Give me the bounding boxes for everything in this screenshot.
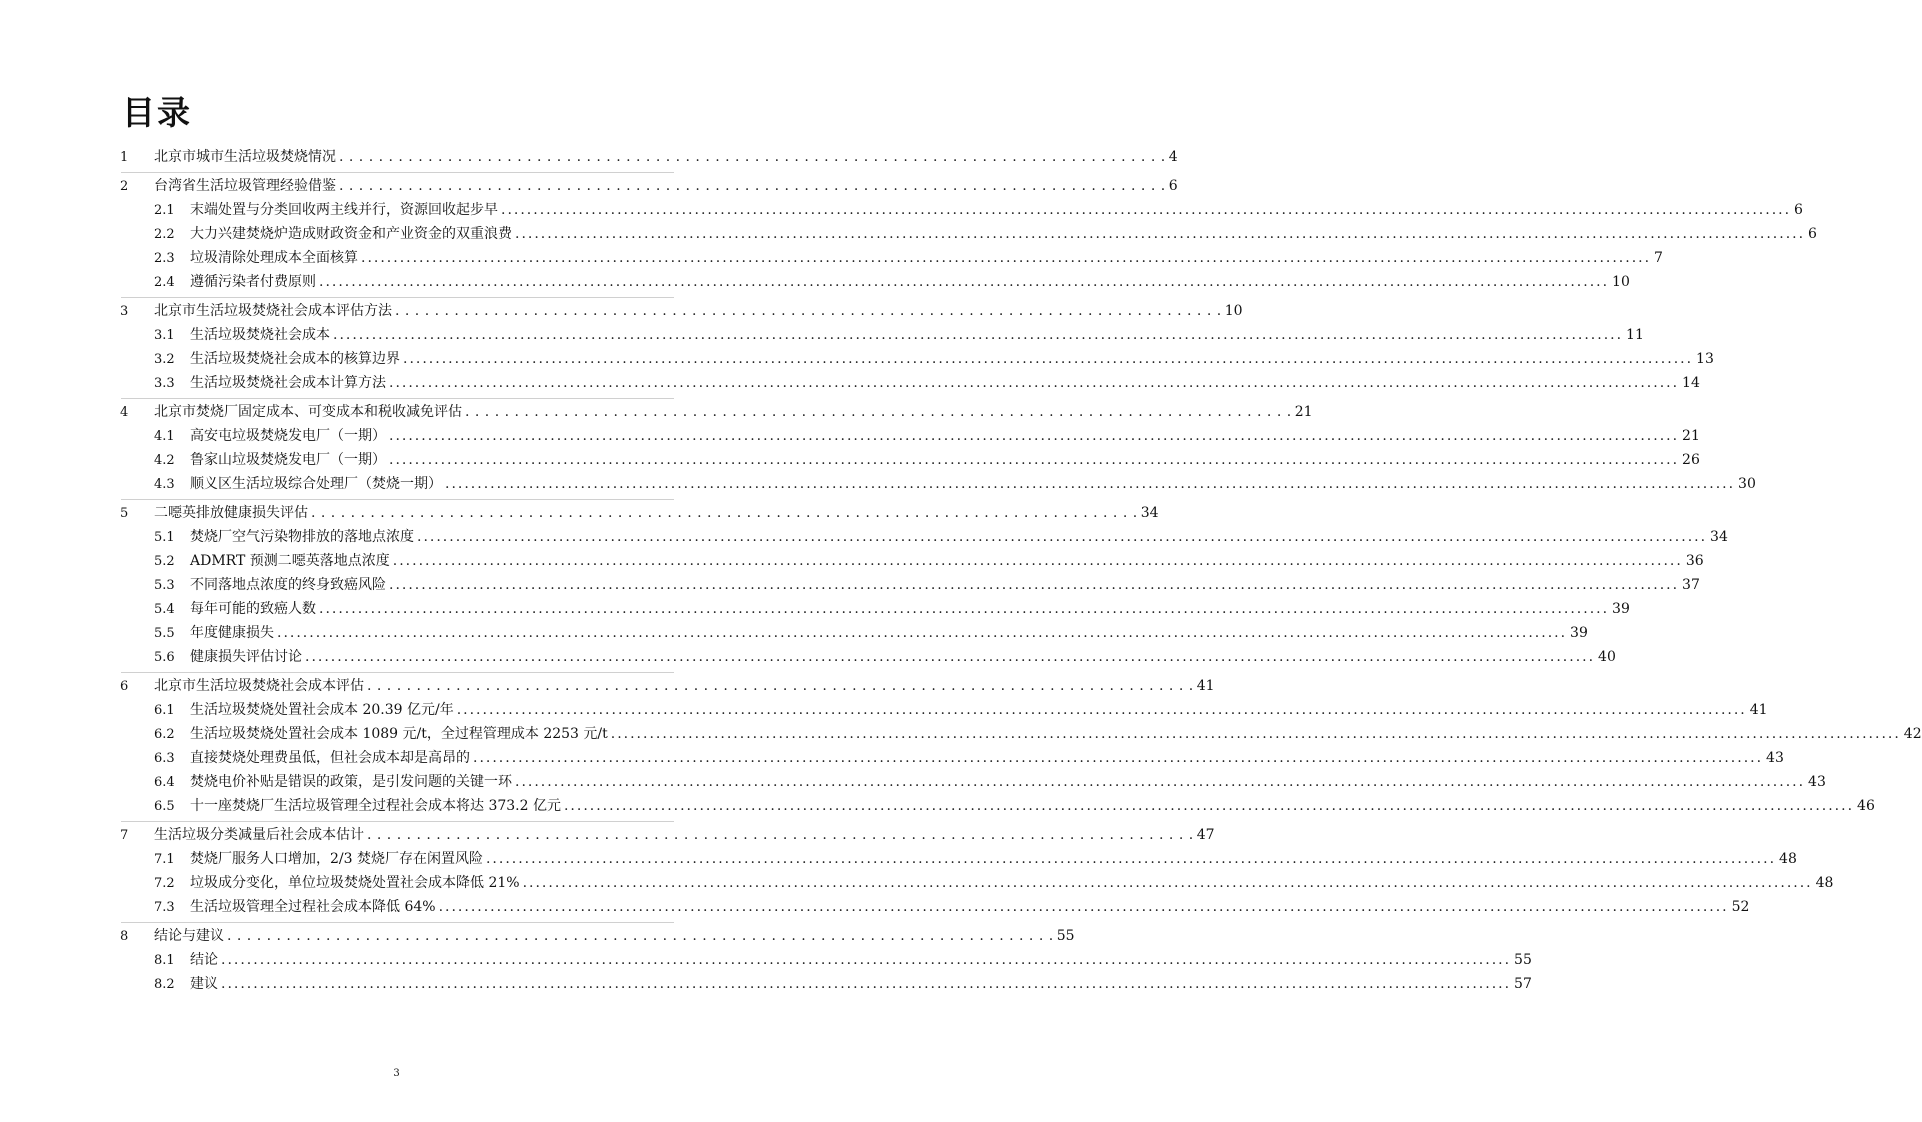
- entry-title: 不同落地点浓度的终身致癌风险: [190, 577, 386, 593]
- dot-leader: [417, 525, 1707, 549]
- section-divider: [121, 297, 674, 298]
- entry-number: 7.1: [154, 852, 175, 867]
- toc-section-entry[interactable]: [120, 501, 1159, 525]
- dot-leader: [439, 895, 1729, 919]
- toc-section-entry[interactable]: [120, 823, 1215, 847]
- dot-leader: [403, 347, 1693, 371]
- dot-leader: [339, 145, 1166, 169]
- toc-subsection-entry[interactable]: [120, 794, 1875, 818]
- entry-title: ADMRT 预测二噁英落地点浓度: [190, 553, 390, 569]
- section-divider: [121, 672, 674, 673]
- entry-page-number: 10: [1612, 274, 1630, 290]
- entry-title: 遵循污染者付费原则: [190, 274, 316, 290]
- dot-leader: [501, 198, 1791, 222]
- entry-title: 末端处置与分类回收两主线并行，资源回收起步早: [190, 202, 498, 218]
- toc-subsection-entry[interactable]: [120, 525, 1728, 549]
- entry-number: 5.2: [154, 554, 175, 569]
- toc-subsection-entry[interactable]: [120, 371, 1700, 395]
- entry-title: 生活垃圾焚烧社会成本的核算边界: [190, 351, 400, 367]
- entry-page-number: 37: [1682, 577, 1700, 593]
- dot-leader: [319, 597, 1609, 621]
- toc-subsection-entry[interactable]: [120, 597, 1630, 621]
- entry-number: 2: [120, 179, 129, 194]
- entry-number: 4: [120, 405, 129, 420]
- entry-number: 8.2: [154, 977, 175, 992]
- dot-leader: [564, 794, 1854, 818]
- entry-number: 7: [120, 828, 129, 843]
- entry-number: 6: [120, 679, 129, 694]
- entry-number: 4.3: [154, 477, 175, 492]
- entry-title: 焚烧厂空气污染物排放的落地点浓度: [190, 529, 414, 545]
- entry-number: 7.2: [154, 876, 175, 891]
- entry-page-number: 42: [1903, 726, 1922, 742]
- entry-page-number: 52: [1731, 899, 1750, 915]
- entry-number: 2.3: [154, 251, 175, 266]
- entry-page-number: 43: [1766, 750, 1784, 766]
- entry-title: 十一座焚烧厂生活垃圾管理全过程社会成本将达 373.2 亿元: [190, 798, 561, 814]
- dot-leader: [305, 645, 1595, 669]
- dot-leader: [339, 174, 1166, 198]
- toc-subsection-entry[interactable]: [120, 722, 1922, 746]
- toc-subsection-entry[interactable]: [120, 847, 1797, 871]
- dot-leader: [393, 549, 1683, 573]
- entry-title: 生活垃圾焚烧社会成本: [190, 327, 330, 343]
- toc-subsection-entry[interactable]: [120, 222, 1817, 246]
- toc-subsection-entry[interactable]: [120, 746, 1784, 770]
- entry-page-number: 41: [1196, 678, 1215, 694]
- section-divider: [121, 821, 674, 822]
- dot-leader: [389, 371, 1679, 395]
- toc-subsection-entry[interactable]: [120, 948, 1532, 972]
- section-divider: [121, 922, 674, 923]
- entry-number: 2.4: [154, 275, 175, 290]
- entry-page-number: 47: [1196, 827, 1215, 843]
- entry-number: 3: [120, 304, 129, 319]
- entry-page-number: 6: [1794, 202, 1803, 218]
- section-divider: [121, 398, 674, 399]
- toc-subsection-entry[interactable]: [120, 573, 1700, 597]
- toc-subsection-entry[interactable]: [120, 270, 1630, 294]
- entry-number: 6.3: [154, 751, 175, 766]
- entry-page-number: 30: [1738, 476, 1756, 492]
- toc-section-entry[interactable]: [120, 174, 1178, 198]
- entry-number: 6.5: [154, 799, 175, 814]
- entry-page-number: 55: [1056, 928, 1075, 944]
- dot-leader: [367, 674, 1194, 698]
- entry-title: 结论: [190, 952, 218, 968]
- dot-leader: [367, 823, 1194, 847]
- entry-page-number: 21: [1682, 428, 1700, 444]
- entry-number: 4.1: [154, 429, 175, 444]
- toc-section-entry[interactable]: [120, 400, 1313, 424]
- dot-leader: [473, 746, 1763, 770]
- dot-leader: [361, 246, 1651, 270]
- entry-title: 建议: [190, 976, 218, 992]
- dot-leader: [389, 448, 1679, 472]
- entry-page-number: 40: [1598, 649, 1616, 665]
- dot-leader: [486, 847, 1776, 871]
- entry-number: 4.2: [154, 453, 175, 468]
- entry-number: 1: [120, 150, 129, 165]
- entry-number: 6.4: [154, 775, 175, 790]
- toc-subsection-entry[interactable]: [120, 448, 1700, 472]
- toc-subsection-entry[interactable]: [120, 621, 1588, 645]
- page-number: 3: [393, 1068, 400, 1079]
- toc-subsection-entry[interactable]: [120, 645, 1616, 669]
- dot-leader: [395, 299, 1222, 323]
- toc-subsection-entry[interactable]: [120, 198, 1803, 222]
- toc-section-entry[interactable]: [120, 299, 1243, 323]
- entry-title: 生活垃圾焚烧处置社会成本 1089 元/t，全过程管理成本 2253 元/t: [190, 726, 608, 742]
- entry-page-number: 7: [1654, 250, 1663, 266]
- toc-subsection-entry[interactable]: [120, 972, 1532, 996]
- entry-title: 高安屯垃圾焚烧发电厂（一期）: [190, 428, 386, 444]
- entry-number: 7.3: [154, 900, 175, 915]
- entry-title: 二噁英排放健康损失评估: [154, 505, 308, 521]
- toc-section-entry[interactable]: [120, 674, 1215, 698]
- entry-number: 2.1: [154, 203, 175, 218]
- entry-number: 3.2: [154, 352, 175, 367]
- table-of-contents: [120, 145, 1922, 996]
- dot-leader: [221, 972, 1511, 996]
- entry-title: 北京市焚烧厂固定成本、可变成本和税收减免评估: [154, 404, 462, 420]
- entry-page-number: 11: [1626, 327, 1644, 343]
- entry-title: 生活垃圾焚烧社会成本计算方法: [190, 375, 386, 391]
- entry-title: 直接焚烧处理费虽低，但社会成本却是高昂的: [190, 750, 470, 766]
- toc-subsection-entry[interactable]: [120, 424, 1700, 448]
- entry-page-number: 46: [1857, 798, 1875, 814]
- dot-leader: [277, 621, 1567, 645]
- entry-page-number: 26: [1682, 452, 1700, 468]
- entry-number: 5.1: [154, 530, 175, 545]
- dot-leader: [465, 400, 1292, 424]
- entry-title: 年度健康损失: [190, 625, 274, 641]
- entry-number: 6.2: [154, 727, 175, 742]
- entry-title: 健康损失评估讨论: [190, 649, 302, 665]
- entry-title: 北京市城市生活垃圾焚烧情况: [154, 149, 336, 165]
- toc-subsection-entry[interactable]: [120, 895, 1750, 919]
- dot-leader: [445, 472, 1735, 496]
- toc-subsection-entry[interactable]: [120, 871, 1834, 895]
- entry-title: 生活垃圾焚烧处置社会成本 20.39 亿元/年: [190, 702, 454, 718]
- dot-leader: [221, 948, 1511, 972]
- dot-leader: [227, 924, 1054, 948]
- entry-title: 台湾省生活垃圾管理经验借鉴: [154, 178, 336, 194]
- entry-page-number: 6: [1168, 178, 1178, 194]
- entry-page-number: 6: [1808, 226, 1817, 242]
- entry-number: 6.1: [154, 703, 175, 718]
- toc-section-entry[interactable]: [120, 924, 1075, 948]
- entry-number: 5.3: [154, 578, 175, 593]
- dot-leader: [319, 270, 1609, 294]
- section-divider: [121, 499, 674, 500]
- entry-page-number: 43: [1808, 774, 1826, 790]
- entry-title: 顺义区生活垃圾综合处理厂（焚烧一期）: [190, 476, 442, 492]
- entry-number: 3.1: [154, 328, 175, 343]
- dot-leader: [457, 698, 1747, 722]
- entry-page-number: 39: [1570, 625, 1588, 641]
- dot-leader: [515, 770, 1805, 794]
- entry-number: 5.5: [154, 626, 175, 641]
- entry-title: 焚烧厂服务人口增加，2/3 焚烧厂存在闲置风险: [190, 851, 483, 867]
- entry-page-number: 21: [1294, 404, 1313, 420]
- dot-leader: [311, 501, 1138, 525]
- dot-leader: [389, 573, 1679, 597]
- entry-title: 北京市生活垃圾焚烧社会成本评估: [154, 678, 364, 694]
- entry-page-number: 48: [1779, 851, 1797, 867]
- entry-page-number: 39: [1612, 601, 1630, 617]
- entry-page-number: 57: [1514, 976, 1532, 992]
- entry-page-number: 36: [1685, 553, 1704, 569]
- entry-page-number: 34: [1710, 529, 1728, 545]
- entry-title: 大力兴建焚烧炉造成财政资金和产业资金的双重浪费: [190, 226, 512, 242]
- entry-title: 生活垃圾分类减量后社会成本估计: [154, 827, 364, 843]
- section-divider: [121, 172, 674, 173]
- entry-page-number: 13: [1696, 351, 1714, 367]
- toc-subsection-entry[interactable]: [120, 698, 1768, 722]
- entry-page-number: 14: [1682, 375, 1700, 391]
- dot-leader: [611, 722, 1901, 746]
- entry-title: 每年可能的致癌人数: [190, 601, 316, 617]
- entry-number: 8: [120, 929, 129, 944]
- entry-number: 5.4: [154, 602, 175, 617]
- page-title: 目录: [122, 93, 192, 132]
- entry-title: 生活垃圾管理全过程社会成本降低 64%: [190, 899, 436, 915]
- entry-number: 8.1: [154, 953, 175, 968]
- dot-leader: [389, 424, 1679, 448]
- entry-page-number: 48: [1815, 875, 1834, 891]
- dot-leader: [523, 871, 1813, 895]
- entry-number: 5.6: [154, 650, 175, 665]
- entry-title: 焚烧电价补贴是错误的政策，是引发问题的关键一环: [190, 774, 512, 790]
- toc-subsection-entry[interactable]: [120, 472, 1756, 496]
- entry-title: 北京市生活垃圾焚烧社会成本评估方法: [154, 303, 392, 319]
- dot-leader: [333, 323, 1623, 347]
- toc-section-entry[interactable]: [120, 145, 1178, 169]
- toc-subsection-entry[interactable]: [120, 323, 1644, 347]
- entry-page-number: 34: [1140, 505, 1159, 521]
- entry-number: 3.3: [154, 376, 175, 391]
- entry-number: 5: [120, 506, 129, 521]
- entry-title: 鲁家山垃圾焚烧发电厂（一期）: [190, 452, 386, 468]
- entry-title: 垃圾成分变化，单位垃圾焚烧处置社会成本降低 21%: [190, 875, 520, 891]
- entry-title: 垃圾清除处理成本全面核算: [190, 250, 358, 266]
- entry-page-number: 41: [1749, 702, 1768, 718]
- entry-title: 结论与建议: [154, 928, 224, 944]
- entry-page-number: 10: [1224, 303, 1243, 319]
- entry-page-number: 4: [1168, 149, 1178, 165]
- toc-subsection-entry[interactable]: [120, 347, 1714, 371]
- entry-page-number: 55: [1514, 952, 1532, 968]
- toc-subsection-entry[interactable]: [120, 770, 1826, 794]
- entry-number: 2.2: [154, 227, 175, 242]
- dot-leader: [515, 222, 1805, 246]
- toc-subsection-entry[interactable]: [120, 246, 1663, 270]
- toc-subsection-entry[interactable]: [120, 549, 1704, 573]
